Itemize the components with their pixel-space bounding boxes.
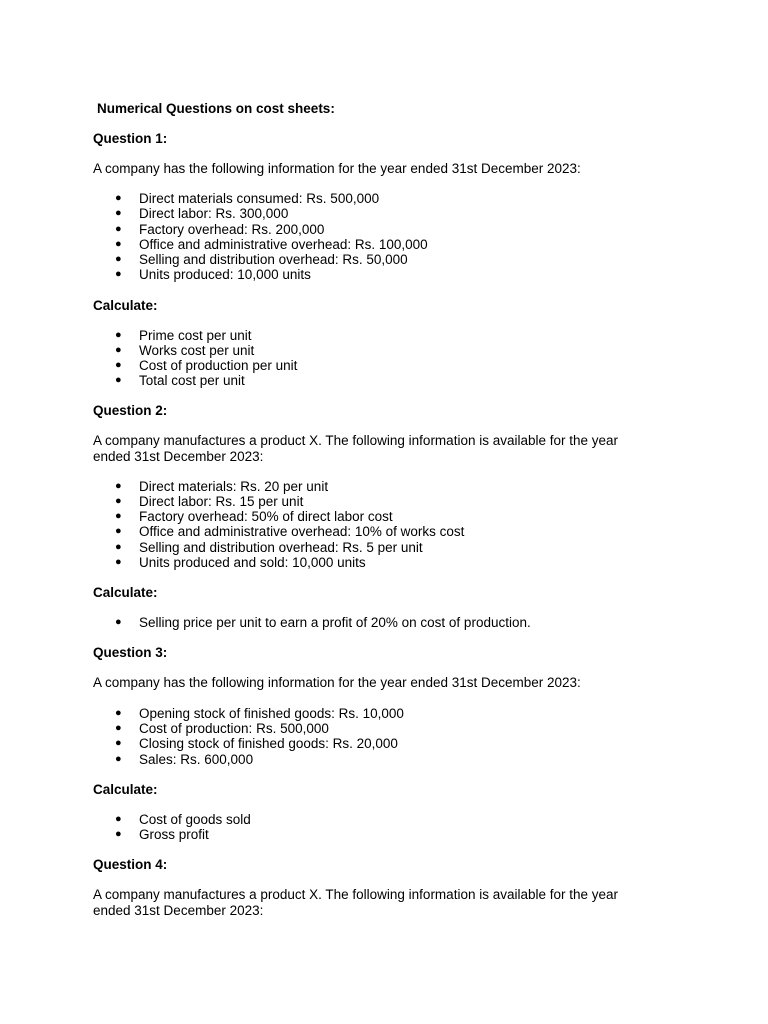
bullet-icon: ● <box>115 207 122 220</box>
question-2-given-list <box>93 479 693 571</box>
bullet-icon: ● <box>115 555 122 568</box>
bullet-icon: ● <box>115 510 122 522</box>
bullet-icon: ● <box>115 328 122 341</box>
question-1-given-list <box>93 191 693 283</box>
bullet-icon: ● <box>115 237 122 250</box>
question-4-heading: Question 4: <box>93 857 168 873</box>
list-item: ● Works cost per unit <box>115 342 255 358</box>
question-3-intro: A company has the following information for the year ended 31st December 2023: <box>93 675 581 691</box>
question-2-calculate-list <box>93 615 693 630</box>
list-item: ● Prime cost per unit <box>115 327 252 343</box>
list-item: ● Factory overhead: 50% of direct labor cost <box>115 509 393 524</box>
list-item: ● Sales: Rs. 600,000 <box>115 751 254 767</box>
bullet-icon: ● <box>115 222 122 235</box>
list-item: ● Cost of production: Rs. 500,000 <box>115 721 329 736</box>
question-2-heading: Question 2: <box>93 403 168 418</box>
question-2-intro-line-1: A company manufactures a product X. The following information is available for the year <box>93 433 619 448</box>
bullet-icon: ● <box>115 494 122 507</box>
bullet-icon: ● <box>115 374 122 387</box>
question-3-calculate-list <box>93 812 693 843</box>
bullet-icon: ● <box>115 812 122 825</box>
list-item: ● Direct materials: Rs. 20 per unit <box>115 478 329 494</box>
bullet-icon: ● <box>115 616 122 628</box>
bullet-icon: ● <box>115 540 122 553</box>
document-page <box>93 101 693 918</box>
list-item: ● Units produced and sold: 10,000 units <box>115 554 366 570</box>
bullet-icon: ● <box>115 192 122 204</box>
question-4-intro-line-2: ended 31st December 2023: <box>93 902 264 918</box>
question-3-heading: Question 3: <box>93 645 168 661</box>
list-item: ● Selling and distribution overhead: Rs. 50,000 <box>115 252 408 267</box>
list-item: ● Selling price per unit to earn a profit of 20% on cost of production. <box>115 615 531 630</box>
list-item: ● Office and administrative overhead: Rs. 100,000 <box>115 236 428 252</box>
question-1-calculate-list <box>93 328 693 389</box>
bullet-icon: ● <box>115 359 122 371</box>
list-item: ● Units produced: 10,000 units <box>115 267 311 283</box>
list-item: ● Cost of goods sold <box>115 811 251 827</box>
list-item: ● Office and administrative overhead: 10% of works cost <box>115 524 465 540</box>
list-item: ● Direct labor: Rs. 300,000 <box>115 206 289 222</box>
document-title: Numerical Questions on cost sheets: <box>97 101 335 116</box>
question-3-calculate-label: Calculate: <box>93 781 158 797</box>
question-3-given-list <box>93 706 693 767</box>
list-item: ● Cost of production per unit <box>115 358 298 373</box>
question-2-calculate-label: Calculate: <box>93 585 158 600</box>
list-item: ● Selling and distribution overhead: Rs. 5 per unit <box>115 539 423 555</box>
bullet-icon: ● <box>115 706 122 719</box>
bullet-icon: ● <box>115 737 122 750</box>
question-1-calculate-label: Calculate: <box>93 297 158 313</box>
bullet-icon: ● <box>115 253 122 265</box>
bullet-icon: ● <box>115 525 122 538</box>
question-2-intro-line-2: ended 31st December 2023: <box>93 448 264 464</box>
list-item: ● Direct materials consumed: Rs. 500,000 <box>115 191 380 206</box>
question-1-heading: Question 1: <box>93 131 168 146</box>
list-item: ● Closing stock of finished goods: Rs. 20,000 <box>115 736 398 752</box>
list-item: ● Opening stock of finished goods: Rs. 10,000 <box>115 705 404 721</box>
list-item: ● Total cost per unit <box>115 373 245 389</box>
list-item: ● Factory overhead: Rs. 200,000 <box>115 221 325 237</box>
list-item: ● Gross profit <box>115 827 209 842</box>
question-4-intro-line-1: A company manufactures a product X. The following information is available for the year <box>93 887 619 903</box>
bullet-icon: ● <box>115 343 122 356</box>
bullet-icon: ● <box>115 722 122 734</box>
bullet-icon: ● <box>115 268 122 281</box>
question-1-intro: A company has the following information for the year ended 31st December 2023: <box>93 161 581 176</box>
bullet-icon: ● <box>115 479 122 492</box>
list-item: ● Direct labor: Rs. 15 per unit <box>115 493 304 509</box>
bullet-icon: ● <box>115 752 122 765</box>
bullet-icon: ● <box>115 828 122 840</box>
